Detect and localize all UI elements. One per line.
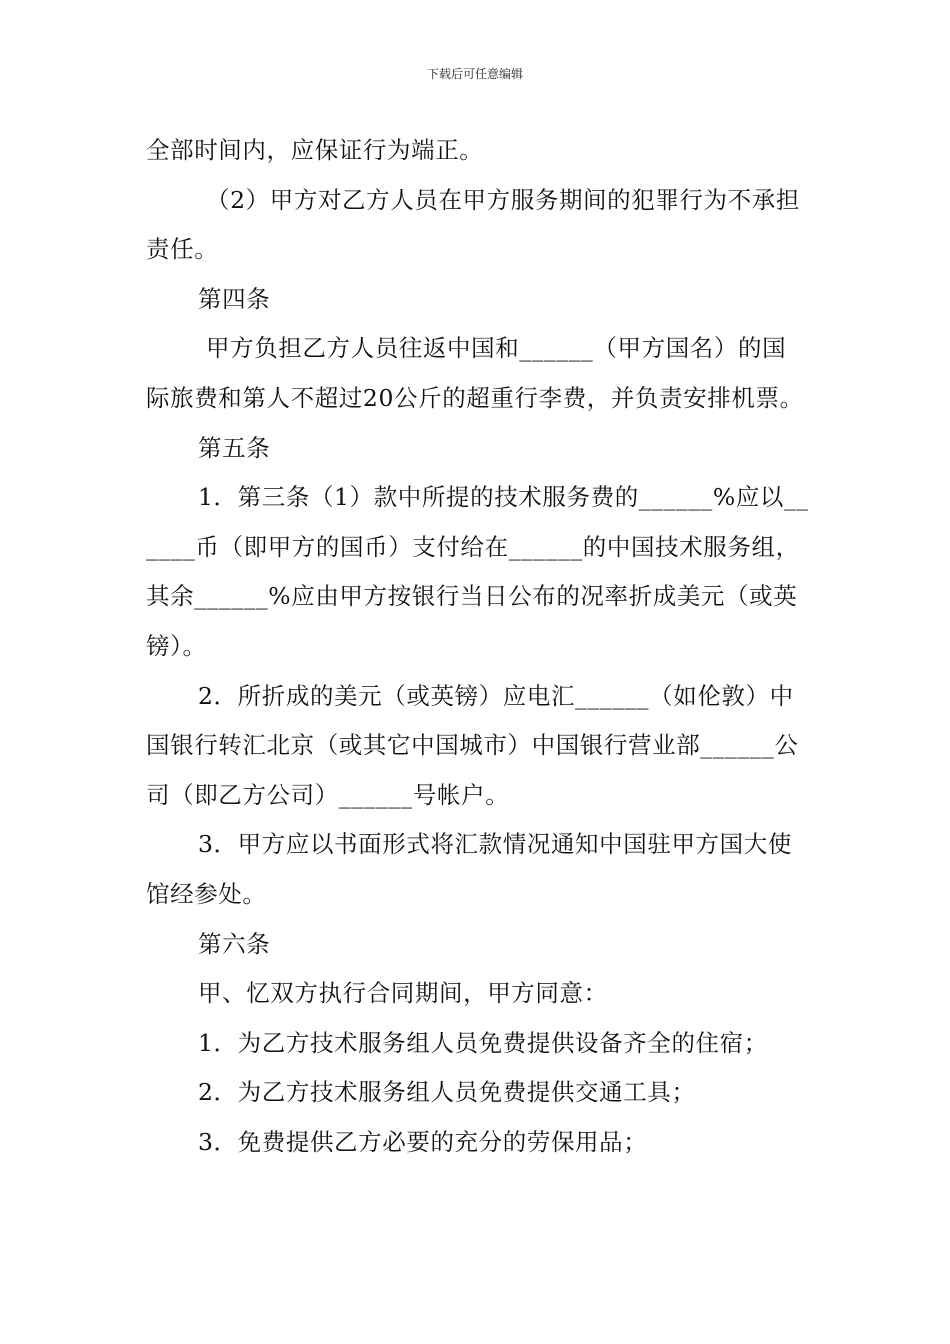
paragraph-article-6-item-3: 3．免费提供乙方必要的充分的劳保用品； <box>198 1127 648 1156</box>
paragraph-clause-3-item-2: （2）甲方对乙方人员在甲方服务期间的犯罪行为不承担责任。 <box>146 185 800 264</box>
paragraph-article-4: 甲方负担乙方人员往返中国和______（甲方国名）的国际旅费和第人不超过20公斤的超重行李费，并负责安排机票。 <box>146 334 804 412</box>
document-body <box>146 126 810 1167</box>
paragraph-article-5-item-3: 3．甲方应以书面形式将汇款情况通知中国驻甲方国大使馆经参处。 <box>146 830 792 908</box>
paragraph-article-6-intro: 甲、忆双方执行合同期间，甲方同意： <box>198 979 608 1008</box>
article-heading-5: 第五条 <box>198 433 271 462</box>
paragraph-article-5-item-2: 2．所折成的美元（或英镑）应电汇______（如伦敦）中国银行转汇北京（或其它中国城市）中国银行营业部______公司（即乙方公司）______号帐户。 <box>146 681 799 809</box>
paragraph-article-6-item-2: 2．为乙方技术服务组人员免费提供交通工具； <box>198 1078 696 1107</box>
paragraph-continuation: 全部时间内，应保证行为端正。 <box>146 136 484 164</box>
paragraph-article-5-item-1: 1．第三条（1）款中所提的技术服务费的______%应以______币（即甲方的国币）支付给在______的中国技术服务组，其余______%应由甲方按银行当日公布的况率折成美元（或英镑）。 <box>146 483 809 660</box>
article-heading-4: 第四条 <box>198 284 271 313</box>
paragraph-article-6-item-1: 1．为乙方技术服务组人员免费提供设备齐全的住宿； <box>198 1028 768 1057</box>
page-header: 下载后可任意编辑 <box>426 67 523 81</box>
article-heading-6: 第六条 <box>198 929 271 958</box>
